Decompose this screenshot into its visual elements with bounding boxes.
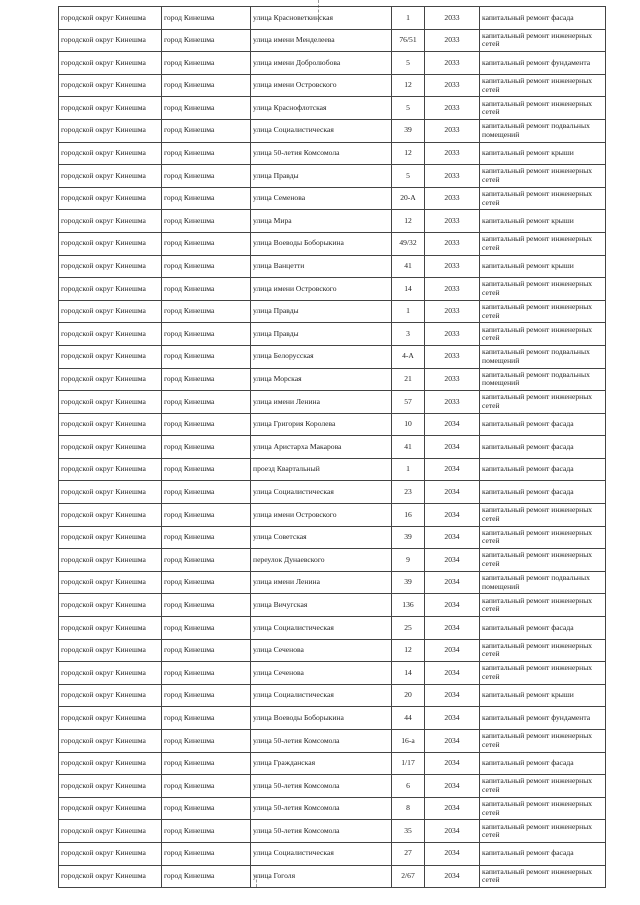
municipality-cell: городской округ Кинешма <box>59 752 162 775</box>
house-number-cell: 4-А <box>392 345 425 368</box>
year-cell: 2034 <box>425 842 480 865</box>
table-row <box>59 617 606 640</box>
house-number-cell: 12 <box>392 142 425 165</box>
house-number-cell: 16 <box>392 504 425 527</box>
street-cell: улица Социалистическая <box>251 481 392 504</box>
work-type-cell: капитальный ремонт фасада <box>480 842 606 865</box>
street-cell: улица имени Островского <box>251 504 392 527</box>
year-cell: 2033 <box>425 165 480 188</box>
table-row <box>59 391 606 414</box>
year-cell: 2033 <box>425 255 480 278</box>
house-number-cell: 39 <box>392 119 425 142</box>
street-cell: улица Вичугская <box>251 594 392 617</box>
table-row <box>59 707 606 730</box>
settlement-cell: город Кинешма <box>162 278 251 301</box>
settlement-cell: город Кинешма <box>162 752 251 775</box>
year-cell: 2033 <box>425 74 480 97</box>
house-number-cell: 35 <box>392 820 425 843</box>
year-cell: 2034 <box>425 865 480 888</box>
municipality-cell: городской округ Кинешма <box>59 842 162 865</box>
municipality-cell: городской округ Кинешма <box>59 345 162 368</box>
house-number-cell: 1 <box>392 7 425 30</box>
work-type-cell: капитальный ремонт фасада <box>480 617 606 640</box>
municipality-cell: городской округ Кинешма <box>59 97 162 120</box>
work-type-cell: капитальный ремонт инженерных сетей <box>480 639 606 662</box>
municipality-cell: городской округ Кинешма <box>59 52 162 75</box>
work-type-cell: капитальный ремонт инженерных сетей <box>480 300 606 323</box>
street-cell: улица Белорусская <box>251 345 392 368</box>
settlement-cell: город Кинешма <box>162 842 251 865</box>
street-cell: улица имени Ленина <box>251 391 392 414</box>
table-row <box>59 752 606 775</box>
municipality-cell: городской округ Кинешма <box>59 639 162 662</box>
year-cell: 2034 <box>425 549 480 572</box>
year-cell: 2034 <box>425 775 480 798</box>
settlement-cell: город Кинешма <box>162 662 251 685</box>
street-cell: улица Советская <box>251 526 392 549</box>
house-number-cell: 20 <box>392 684 425 707</box>
street-cell: улица Правды <box>251 323 392 346</box>
house-number-cell: 14 <box>392 278 425 301</box>
table-row <box>59 436 606 459</box>
year-cell: 2033 <box>425 187 480 210</box>
street-cell: улица 50-летия Комсомола <box>251 797 392 820</box>
work-type-cell: капитальный ремонт инженерных сетей <box>480 594 606 617</box>
settlement-cell: город Кинешма <box>162 481 251 504</box>
table-body <box>59 7 606 888</box>
house-number-cell: 10 <box>392 413 425 436</box>
house-number-cell: 57 <box>392 391 425 414</box>
table-row <box>59 594 606 617</box>
work-type-cell: капитальный ремонт инженерных сетей <box>480 549 606 572</box>
street-cell: улица Социалистическая <box>251 684 392 707</box>
work-type-cell: капитальный ремонт инженерных сетей <box>480 97 606 120</box>
year-cell: 2033 <box>425 29 480 52</box>
year-cell: 2034 <box>425 413 480 436</box>
house-number-cell: 16-а <box>392 730 425 753</box>
settlement-cell: город Кинешма <box>162 413 251 436</box>
street-cell: улица имени Островского <box>251 74 392 97</box>
street-cell: проезд Квартальный <box>251 458 392 481</box>
table-row <box>59 74 606 97</box>
street-cell: улица Воеводы Боборыкина <box>251 232 392 255</box>
year-cell: 2033 <box>425 300 480 323</box>
municipality-cell: городской округ Кинешма <box>59 436 162 459</box>
settlement-cell: город Кинешма <box>162 684 251 707</box>
municipality-cell: городской округ Кинешма <box>59 391 162 414</box>
street-cell: переулок Дунаевского <box>251 549 392 572</box>
table-row <box>59 52 606 75</box>
table-row <box>59 571 606 594</box>
year-cell: 2034 <box>425 730 480 753</box>
table-row <box>59 730 606 753</box>
municipality-cell: городской округ Кинешма <box>59 300 162 323</box>
year-cell: 2033 <box>425 142 480 165</box>
work-type-cell: капитальный ремонт инженерных сетей <box>480 187 606 210</box>
municipality-cell: городской округ Кинешма <box>59 504 162 527</box>
settlement-cell: город Кинешма <box>162 7 251 30</box>
year-cell: 2034 <box>425 662 480 685</box>
house-number-cell: 1 <box>392 300 425 323</box>
table-row <box>59 97 606 120</box>
work-type-cell: капитальный ремонт фасада <box>480 458 606 481</box>
table-row <box>59 119 606 142</box>
settlement-cell: город Кинешма <box>162 865 251 888</box>
municipality-cell: городской округ Кинешма <box>59 571 162 594</box>
municipality-cell: городской округ Кинешма <box>59 549 162 572</box>
street-cell: улица Сеченова <box>251 662 392 685</box>
settlement-cell: город Кинешма <box>162 820 251 843</box>
year-cell: 2033 <box>425 7 480 30</box>
table-row <box>59 300 606 323</box>
street-cell: улица Социалистическая <box>251 842 392 865</box>
house-number-cell: 39 <box>392 526 425 549</box>
municipality-cell: городской округ Кинешма <box>59 594 162 617</box>
year-cell: 2033 <box>425 52 480 75</box>
table-row <box>59 413 606 436</box>
settlement-cell: город Кинешма <box>162 730 251 753</box>
table-row <box>59 165 606 188</box>
year-cell: 2034 <box>425 639 480 662</box>
work-type-cell: капитальный ремонт подвальных помещений <box>480 368 606 391</box>
street-cell: улица Воеводы Боборыкина <box>251 707 392 730</box>
street-cell: улица Морская <box>251 368 392 391</box>
settlement-cell: город Кинешма <box>162 797 251 820</box>
work-type-cell: капитальный ремонт фасада <box>480 752 606 775</box>
year-cell: 2034 <box>425 684 480 707</box>
street-cell: улица имени Добролюбова <box>251 52 392 75</box>
work-type-cell: капитальный ремонт инженерных сетей <box>480 391 606 414</box>
work-type-cell: капитальный ремонт инженерных сетей <box>480 278 606 301</box>
house-number-cell: 5 <box>392 97 425 120</box>
year-cell: 2033 <box>425 278 480 301</box>
settlement-cell: город Кинешма <box>162 549 251 572</box>
municipality-cell: городской округ Кинешма <box>59 278 162 301</box>
work-type-cell: капитальный ремонт инженерных сетей <box>480 74 606 97</box>
table-row <box>59 775 606 798</box>
street-cell: улица Сеченова <box>251 639 392 662</box>
work-type-cell: капитальный ремонт фасада <box>480 413 606 436</box>
year-cell: 2034 <box>425 436 480 459</box>
municipality-cell: городской округ Кинешма <box>59 142 162 165</box>
work-type-cell: капитальный ремонт инженерных сетей <box>480 865 606 888</box>
work-type-cell: капитальный ремонт подвальных помещений <box>480 345 606 368</box>
municipality-cell: городской округ Кинешма <box>59 210 162 233</box>
street-cell: улица Краснофлотская <box>251 97 392 120</box>
settlement-cell: город Кинешма <box>162 210 251 233</box>
table-row <box>59 255 606 278</box>
table-row <box>59 210 606 233</box>
work-type-cell: капитальный ремонт инженерных сетей <box>480 526 606 549</box>
table-row <box>59 820 606 843</box>
street-cell: улица Семенова <box>251 187 392 210</box>
settlement-cell: город Кинешма <box>162 458 251 481</box>
year-cell: 2034 <box>425 526 480 549</box>
work-type-cell: капитальный ремонт фасада <box>480 481 606 504</box>
municipality-cell: городской округ Кинешма <box>59 707 162 730</box>
settlement-cell: город Кинешма <box>162 391 251 414</box>
municipality-cell: городской округ Кинешма <box>59 232 162 255</box>
street-cell: улица Григория Королева <box>251 413 392 436</box>
table-row <box>59 481 606 504</box>
street-cell: улица 50-летия Комсомола <box>251 820 392 843</box>
municipality-cell: городской округ Кинешма <box>59 165 162 188</box>
work-type-cell: капитальный ремонт инженерных сетей <box>480 232 606 255</box>
table-row <box>59 278 606 301</box>
year-cell: 2033 <box>425 97 480 120</box>
settlement-cell: город Кинешма <box>162 594 251 617</box>
year-cell: 2033 <box>425 323 480 346</box>
house-number-cell: 3 <box>392 323 425 346</box>
house-number-cell: 27 <box>392 842 425 865</box>
year-cell: 2033 <box>425 391 480 414</box>
table-row <box>59 549 606 572</box>
settlement-cell: город Кинешма <box>162 187 251 210</box>
house-number-cell: 25 <box>392 617 425 640</box>
work-type-cell: капитальный ремонт инженерных сетей <box>480 797 606 820</box>
street-cell: улица Мира <box>251 210 392 233</box>
settlement-cell: город Кинешма <box>162 639 251 662</box>
municipality-cell: городской округ Кинешма <box>59 730 162 753</box>
house-number-cell: 1/17 <box>392 752 425 775</box>
settlement-cell: город Кинешма <box>162 775 251 798</box>
table-row <box>59 29 606 52</box>
year-cell: 2034 <box>425 820 480 843</box>
street-cell: улица Правды <box>251 300 392 323</box>
settlement-cell: город Кинешма <box>162 29 251 52</box>
year-cell: 2033 <box>425 119 480 142</box>
house-number-cell: 5 <box>392 52 425 75</box>
house-number-cell: 8 <box>392 797 425 820</box>
municipality-cell: городской округ Кинешма <box>59 187 162 210</box>
work-type-cell: капитальный ремонт инженерных сетей <box>480 29 606 52</box>
street-cell: улица Социалистическая <box>251 119 392 142</box>
table-row <box>59 504 606 527</box>
house-number-cell: 12 <box>392 639 425 662</box>
street-cell: улица Гоголя <box>251 865 392 888</box>
work-type-cell: капитальный ремонт инженерных сетей <box>480 775 606 798</box>
settlement-cell: город Кинешма <box>162 232 251 255</box>
street-cell: улица Аристарха Макарова <box>251 436 392 459</box>
house-number-cell: 2/67 <box>392 865 425 888</box>
municipality-cell: городской округ Кинешма <box>59 255 162 278</box>
house-number-cell: 39 <box>392 571 425 594</box>
settlement-cell: город Кинешма <box>162 617 251 640</box>
year-cell: 2033 <box>425 345 480 368</box>
house-number-cell: 136 <box>392 594 425 617</box>
street-cell: улица имени Островского <box>251 278 392 301</box>
settlement-cell: город Кинешма <box>162 52 251 75</box>
work-type-cell: капитальный ремонт инженерных сетей <box>480 165 606 188</box>
house-number-cell: 6 <box>392 775 425 798</box>
municipality-cell: городской округ Кинешма <box>59 368 162 391</box>
table-row <box>59 7 606 30</box>
settlement-cell: город Кинешма <box>162 300 251 323</box>
settlement-cell: город Кинешма <box>162 571 251 594</box>
table-row <box>59 323 606 346</box>
settlement-cell: город Кинешма <box>162 526 251 549</box>
municipality-cell: городской округ Кинешма <box>59 7 162 30</box>
year-cell: 2034 <box>425 458 480 481</box>
house-number-cell: 41 <box>392 255 425 278</box>
table-row <box>59 662 606 685</box>
house-number-cell: 12 <box>392 74 425 97</box>
year-cell: 2034 <box>425 594 480 617</box>
settlement-cell: город Кинешма <box>162 97 251 120</box>
street-cell: улица имени Менделеева <box>251 29 392 52</box>
house-number-cell: 1 <box>392 458 425 481</box>
municipality-cell: городской округ Кинешма <box>59 119 162 142</box>
repair-schedule-table <box>58 6 606 888</box>
municipality-cell: городской округ Кинешма <box>59 775 162 798</box>
table-row <box>59 526 606 549</box>
table-row <box>59 142 606 165</box>
house-number-cell: 76/51 <box>392 29 425 52</box>
table-row <box>59 368 606 391</box>
settlement-cell: город Кинешма <box>162 119 251 142</box>
house-number-cell: 14 <box>392 662 425 685</box>
work-type-cell: капитальный ремонт инженерных сетей <box>480 323 606 346</box>
house-number-cell: 5 <box>392 165 425 188</box>
year-cell: 2033 <box>425 368 480 391</box>
table-row <box>59 684 606 707</box>
work-type-cell: капитальный ремонт фундамента <box>480 707 606 730</box>
settlement-cell: город Кинешма <box>162 165 251 188</box>
settlement-cell: город Кинешма <box>162 345 251 368</box>
work-type-cell: капитальный ремонт инженерных сетей <box>480 820 606 843</box>
municipality-cell: городской округ Кинешма <box>59 74 162 97</box>
settlement-cell: город Кинешма <box>162 368 251 391</box>
house-number-cell: 21 <box>392 368 425 391</box>
municipality-cell: городской округ Кинешма <box>59 29 162 52</box>
house-number-cell: 49/32 <box>392 232 425 255</box>
year-cell: 2033 <box>425 232 480 255</box>
year-cell: 2034 <box>425 481 480 504</box>
municipality-cell: городской округ Кинешма <box>59 865 162 888</box>
house-number-cell: 44 <box>392 707 425 730</box>
municipality-cell: городской округ Кинешма <box>59 323 162 346</box>
work-type-cell: капитальный ремонт крыши <box>480 255 606 278</box>
settlement-cell: город Кинешма <box>162 504 251 527</box>
municipality-cell: городской округ Кинешма <box>59 797 162 820</box>
street-cell: улица 50-летия Комсомола <box>251 730 392 753</box>
year-cell: 2033 <box>425 210 480 233</box>
year-cell: 2034 <box>425 707 480 730</box>
municipality-cell: городской округ Кинешма <box>59 820 162 843</box>
work-type-cell: капитальный ремонт фасада <box>480 7 606 30</box>
year-cell: 2034 <box>425 617 480 640</box>
municipality-cell: городской округ Кинешма <box>59 458 162 481</box>
work-type-cell: капитальный ремонт подвальных помещений <box>480 571 606 594</box>
municipality-cell: городской округ Кинешма <box>59 481 162 504</box>
settlement-cell: город Кинешма <box>162 255 251 278</box>
house-number-cell: 20-А <box>392 187 425 210</box>
street-cell: улица имени Ленина <box>251 571 392 594</box>
work-type-cell: капитальный ремонт крыши <box>480 684 606 707</box>
work-type-cell: капитальный ремонт подвальных помещений <box>480 119 606 142</box>
table-row <box>59 458 606 481</box>
year-cell: 2034 <box>425 504 480 527</box>
street-cell: улица 50-летия Комсомола <box>251 775 392 798</box>
work-type-cell: капитальный ремонт фасада <box>480 436 606 459</box>
municipality-cell: городской округ Кинешма <box>59 684 162 707</box>
settlement-cell: город Кинешма <box>162 323 251 346</box>
settlement-cell: город Кинешма <box>162 142 251 165</box>
settlement-cell: город Кинешма <box>162 707 251 730</box>
settlement-cell: город Кинешма <box>162 436 251 459</box>
table-row <box>59 639 606 662</box>
street-cell: улица Гражданская <box>251 752 392 775</box>
street-cell: улица Ванцетти <box>251 255 392 278</box>
table-row <box>59 187 606 210</box>
table-row <box>59 865 606 888</box>
municipality-cell: городской округ Кинешма <box>59 526 162 549</box>
house-number-cell: 23 <box>392 481 425 504</box>
municipality-cell: городской округ Кинешма <box>59 662 162 685</box>
house-number-cell: 12 <box>392 210 425 233</box>
work-type-cell: капитальный ремонт инженерных сетей <box>480 730 606 753</box>
work-type-cell: капитальный ремонт инженерных сетей <box>480 662 606 685</box>
year-cell: 2034 <box>425 571 480 594</box>
table-row <box>59 345 606 368</box>
table-row <box>59 842 606 865</box>
house-number-cell: 9 <box>392 549 425 572</box>
settlement-cell: город Кинешма <box>162 74 251 97</box>
house-number-cell: 41 <box>392 436 425 459</box>
table-row <box>59 232 606 255</box>
work-type-cell: капитальный ремонт крыши <box>480 210 606 233</box>
street-cell: улица Социалистическая <box>251 617 392 640</box>
year-cell: 2034 <box>425 752 480 775</box>
street-cell: улица Красноветкинская <box>251 7 392 30</box>
street-cell: улица 50-летия Комсомола <box>251 142 392 165</box>
work-type-cell: капитальный ремонт инженерных сетей <box>480 504 606 527</box>
year-cell: 2034 <box>425 797 480 820</box>
work-type-cell: капитальный ремонт крыши <box>480 142 606 165</box>
municipality-cell: городской округ Кинешма <box>59 617 162 640</box>
street-cell: улица Правды <box>251 165 392 188</box>
table-row <box>59 797 606 820</box>
work-type-cell: капитальный ремонт фундамента <box>480 52 606 75</box>
municipality-cell: городской округ Кинешма <box>59 413 162 436</box>
